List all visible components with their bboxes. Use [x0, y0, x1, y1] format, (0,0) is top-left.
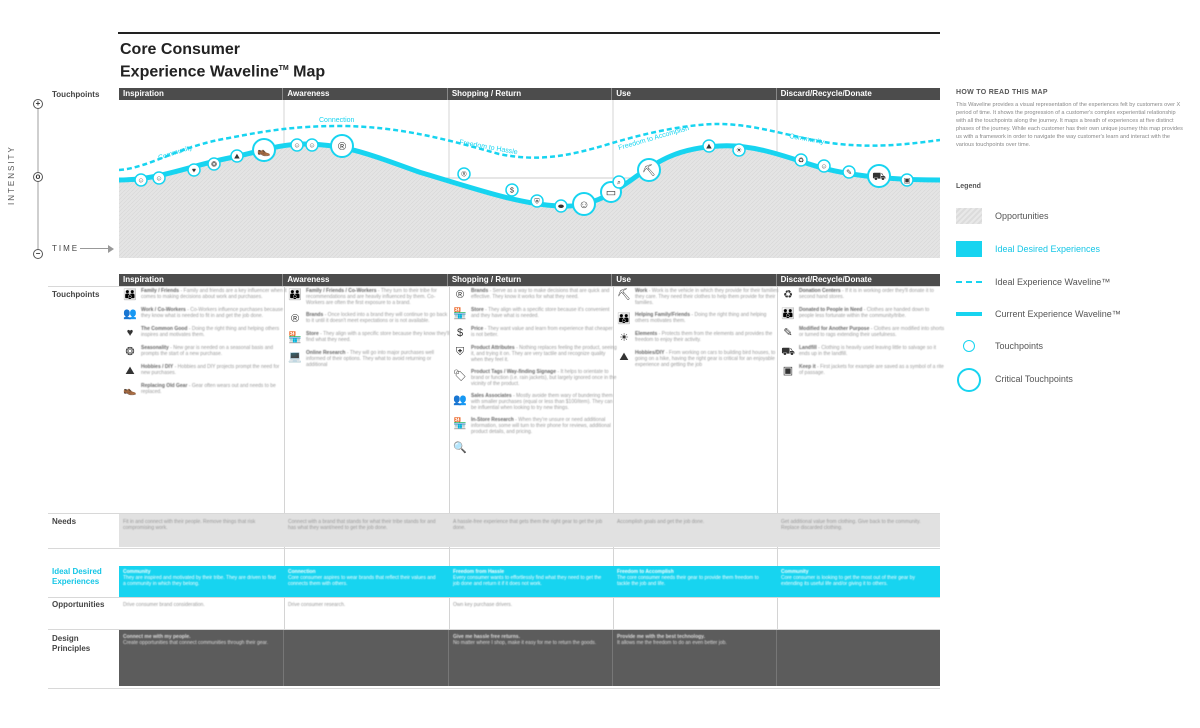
axis-zero-marker: o [33, 172, 43, 182]
ideal-band [119, 566, 940, 597]
touchpoint-name: In-Store Research [471, 417, 514, 423]
heart-hands-icon: ♥ [126, 327, 134, 339]
touchpoint-item [123, 345, 287, 358]
touchpoint-text: - Doing the right thing and helping others motivates them. [635, 312, 767, 324]
touchpoint-name: Sales Associates [471, 393, 512, 399]
wave-label-community-2: Community [788, 133, 825, 147]
heart-icon: ♥ [191, 167, 197, 175]
touchpoint-description [471, 288, 617, 300]
price-icon: $ [510, 187, 514, 195]
donation-icon: ☺ [820, 163, 828, 171]
touchpoint-column [781, 288, 945, 383]
people-icon: 👪 [288, 289, 302, 301]
touchpoint-description [799, 345, 945, 357]
hobbies-icon: ⛰ [234, 153, 240, 161]
touchpoint-description [306, 331, 452, 343]
opportunity-cell: Drive consumer research. [288, 602, 346, 608]
row-label-touchpoints-top: Touchpoints [52, 90, 100, 99]
ideal-cell: Community They are inspired and motivated by their tribe. They are driven to find a community in which they belong. [123, 569, 276, 587]
touchpoint-column [453, 288, 617, 460]
touchpoint-name: Seasonality [141, 345, 169, 351]
legend-ideal-waveline: Ideal Experience Waveline™ [956, 272, 1110, 292]
touchpoint-name: Replacing Old Gear [141, 383, 188, 389]
row-label-opportunities: Opportunities [52, 600, 105, 609]
time-arrow-icon [108, 245, 114, 253]
legend-swatch-solid-line [956, 306, 982, 322]
coworkers-icon: 👥 [123, 308, 137, 320]
touchpoint-text: - New gear is needed on a seasonal basis and prompts the start of a new purchase. [141, 345, 274, 357]
opportunity-cell: Drive consumer brand consideration. [123, 602, 205, 608]
touchpoint-name: Store [471, 307, 484, 313]
touchpoint-text: - They align with a specific store because they know they'll find what they need. [306, 331, 450, 343]
legend-touchpoints: Touchpoints [956, 336, 1043, 356]
pickaxe-icon: ⛏ [642, 165, 656, 177]
touchpoint-name: Family / Friends / Co-Workers [306, 288, 377, 294]
ideal-cell: Freedom from Hassle Every consumer wants to effortlessly find what they need to get the job done and return it if it does not work. [453, 569, 602, 587]
touchpoint-description [306, 288, 452, 306]
touchpoint-item [288, 331, 452, 344]
hobbies-icon: ⛰ [125, 365, 135, 377]
touchpoint-name: Hobbies/DIY [635, 350, 665, 356]
brands-icon: ® [290, 313, 300, 325]
wave-label-community: Community [157, 144, 194, 162]
touchpoint-item [617, 350, 781, 368]
column-divider [283, 630, 284, 686]
touchpoint-item [288, 288, 452, 306]
ideal-cell: Community Core consumer is looking to get the most out of their gear by extending its useful life and/or giving it to others. [781, 569, 915, 587]
phase-header: Shopping / Return [448, 88, 612, 100]
wave-label-connection: Connection [319, 117, 355, 124]
hobbies-icon: ⛰ [619, 351, 629, 363]
touchpoint-item [288, 312, 452, 325]
touchpoint-column [288, 288, 452, 374]
row-label-design: Design Principles [52, 634, 91, 653]
touchpoint-name: Donated to People in Need [799, 307, 863, 313]
touchpoint-description [799, 288, 945, 300]
row-label-touchpoints: Touchpoints [52, 290, 100, 299]
touchpoint-description [799, 326, 945, 338]
touchpoint-text: - It helps to orientate to brand or function (i.e. rain jackets), but largely ignored once in the vicinity of the product. [471, 369, 617, 387]
shoe-icon: 👞 [257, 145, 271, 157]
touchpoint-description [141, 345, 287, 357]
legend-swatch-small-circle [956, 338, 982, 354]
legend-swatch-dashed-line [956, 274, 982, 290]
touchpoint-text: - Family and friends are a key influencer when it comes to making decisions about work and purchases. [141, 288, 287, 300]
needs-cell: Accomplish goals and get the job done. [617, 519, 705, 525]
touchpoint-description [141, 364, 287, 376]
legend-swatch-opportunities [956, 208, 982, 224]
landfill-icon: ▣ [903, 177, 911, 185]
column-divider [612, 630, 613, 686]
people-icon: 👪 [123, 289, 137, 301]
touchpoint-item [453, 441, 617, 454]
touchpoint-text: - Co-Workers influence purchases because they know what is needed to fit in and get the job done. [141, 307, 284, 319]
touchpoint-item [781, 345, 945, 358]
row-divider [48, 688, 940, 689]
magnifier-icon: 🔍 [453, 442, 467, 454]
touchpoint-name: Store [306, 331, 319, 337]
row-divider [48, 597, 940, 598]
phase-header: Discard/Recycle/Donate [780, 275, 872, 284]
magnifier-icon: ⌕ [617, 179, 621, 187]
ideal-cell: Connection Core consumer aspires to wear brands that reflect their values and connects them with others. [288, 569, 436, 587]
legend-swatch-large-circle [956, 371, 982, 387]
touchpoint-description [635, 312, 781, 324]
online-research-icon: 💻 [288, 351, 302, 363]
touchpoint-description [635, 331, 781, 343]
touchpoint-item [781, 326, 945, 339]
touchpoint-text: - Work is the vehicle in which they provide for their families they care. They need their clothes to help them provide for their families. [635, 288, 779, 306]
brands-icon: ® [337, 141, 347, 153]
touchpoint-text: - Clothing is heavily used leaving little to salvage so it ends up in the landfill. [799, 345, 937, 357]
touchpoint-text: - When they're unsure or need additional information, some will turn to their phone for reviews, additional product details, and pricing. [471, 417, 611, 435]
hobbies-icon: ⛰ [706, 143, 712, 151]
touchpoint-text: - First jackets for example are saved as a symbol of a rite of passage. [799, 364, 944, 376]
phase-header: Awareness [283, 88, 447, 100]
phase-bar-top [119, 88, 940, 100]
design-cell: Connect me with my people. Create opportunities that connect communities through their gear. [123, 634, 269, 646]
touchpoint-item [453, 307, 617, 320]
product-icon: ⛨ [534, 198, 540, 206]
touchpoint-text: - Nothing replaces feeling the product, seeing it, and trying it on. They are very tactile and recognize quality when they feel it. [471, 345, 617, 363]
touchpoint-name: The Common Good [141, 326, 188, 332]
time-axis-line [80, 248, 110, 249]
brands-icon: ® [455, 289, 465, 301]
legend-title: Legend [956, 183, 981, 190]
store-icon: 🏪 [288, 332, 302, 344]
pickaxe-icon: ⛏ [617, 289, 631, 301]
touchpoint-description [471, 393, 617, 411]
phase-header: Awareness [283, 274, 447, 286]
product-attributes-icon: ⛨ [455, 346, 465, 358]
legend-swatch-ideal [956, 241, 982, 257]
touchpoint-text: - From working on cars to building bird houses, to going on a hike, having the right gear is critical for an enjoyable experience and getting the job [635, 350, 776, 368]
touchpoint-item [123, 326, 287, 339]
touchpoint-item [123, 383, 287, 396]
touchpoint-text: - Mostly avoide them wary of bundering them with smaller purchases (equal or less than $100/item). They can be influential when looking to try new things. [471, 393, 613, 411]
needs-cell: Get additional value from clothing. Give back to the community. Replace discarded clothing. [781, 519, 921, 531]
touchpoint-text: - Doing the right thing and helping others inspires and motivates them. [141, 326, 280, 338]
touchpoint-item [453, 326, 617, 339]
wave-label-freedom-accomplish: Freedom to Accomplish [617, 125, 690, 152]
design-principles-band [119, 630, 940, 686]
row-divider [48, 548, 940, 549]
touchpoint-name: Helping Family/Friends [635, 312, 691, 318]
elements-icon: ☀ [619, 332, 629, 344]
tag-icon: 🏷 [453, 370, 467, 382]
map-title [120, 40, 325, 81]
legend-critical-touchpoints: Critical Touchpoints [956, 369, 1073, 389]
needs-cell: Fit in and connect with their people. Remove things that risk compromising work. [123, 519, 256, 531]
intensity-label: INTENSITY [7, 145, 16, 205]
people-icon: ☺ [155, 175, 163, 183]
touchpoint-name: Product Tags / Way-finding Signage [471, 369, 557, 375]
landfill-icon: ⛟ [781, 346, 795, 358]
seasonality-icon: ❂ [125, 346, 135, 358]
touchpoint-name: Work [635, 288, 648, 294]
touchpoint-item [617, 288, 781, 306]
phase-header: Use [612, 88, 776, 100]
modify-icon: ✎ [783, 327, 793, 339]
row-label-ideal: Ideal Desired Experiences [52, 567, 102, 586]
needs-cell: A hassle-free experience that gets them the right gear to get the job done. [453, 519, 603, 531]
legend-opportunities: Opportunities [956, 206, 1049, 226]
touchpoint-description [141, 383, 287, 395]
touchpoint-item [781, 307, 945, 320]
phase-header: Shopping / Return [448, 274, 612, 286]
store-icon: 🏪 [453, 308, 467, 320]
touchpoint-text: - Protects them from the elements and provides the freedom to enjoy their activity. [635, 331, 773, 343]
axis-minus-marker: − [33, 249, 43, 259]
touchpoint-item [288, 350, 452, 368]
helping-icon: 👪 [617, 313, 631, 325]
column-divider [776, 630, 777, 686]
touchpoint-text: - Serve as a way to make decisions that are quick and effective. They know it works for what they need. [471, 288, 610, 300]
instore-research-icon: 🏪 [453, 418, 467, 430]
touchpoint-description [471, 417, 617, 435]
touchpoint-text: - They want value and learn from experience that cheaper is not better. [471, 326, 613, 338]
touchpoint-name: Brands [306, 312, 324, 318]
touchpoint-name: Online Research [306, 350, 346, 356]
touchpoint-item [453, 288, 617, 301]
touchpoint-description [141, 326, 287, 338]
people-icon: ♻ [797, 157, 805, 165]
touchpoint-text: - Clothes are modified into shorts or turned to rags extending their usefulness. [799, 326, 945, 338]
touchpoint-description [799, 364, 945, 376]
touchpoint-column [617, 288, 781, 374]
needs-cell: Connect with a brand that stands for what their tribe stands for and has what they want/need to get the job done. [288, 519, 436, 531]
touchpoint-text: - They will go into major purchases well informed of their options. They what to avoid returning or additional [306, 350, 435, 368]
touchpoint-name: Brands [471, 288, 489, 294]
row-divider [48, 286, 940, 287]
phase-header: Inspiration [119, 88, 283, 100]
touchpoint-description [471, 345, 617, 363]
store-icon: ▭ [605, 187, 617, 199]
sales-associates-icon: ☺ [578, 199, 590, 211]
touchpoint-item [781, 364, 945, 377]
touchpoint-name: Price [471, 326, 484, 332]
touchpoint-item [453, 369, 617, 387]
touchpoint-name: Hobbies / DIY [141, 364, 174, 370]
opportunity-cell: Own key purchase drivers. [453, 602, 513, 608]
touchpoint-name: Donation Centers [799, 288, 841, 294]
tag-icon: ⬬ [558, 203, 564, 211]
touchpoint-item [453, 393, 617, 411]
touchpoint-item [453, 345, 617, 363]
touchpoint-text: - If it is in working order they'll donate it to second hand stores. [799, 288, 934, 300]
shoe-icon: 👞 [123, 384, 137, 396]
touchpoint-description [141, 307, 287, 319]
donate-people-icon: 👪 [781, 308, 795, 320]
touchpoint-item [617, 331, 781, 344]
seasonality-icon: ❂ [211, 161, 217, 169]
touchpoint-item [123, 307, 287, 320]
legend-current-waveline: Current Experience Waveline™ [956, 304, 1121, 324]
keep-icon: ▣ [782, 365, 794, 377]
touchpoint-item [781, 288, 945, 301]
touchpoint-description [635, 288, 781, 306]
wave-label-freedom-hassle: Freedom to Hassle [458, 139, 519, 157]
axis-plus-marker: + [33, 99, 43, 109]
touchpoint-item [617, 312, 781, 325]
touchpoint-name: Elements [635, 331, 658, 337]
design-cell: Provide me with the best technology. It allows me the freedom to do an even better job. [617, 634, 727, 646]
touchpoint-description [306, 312, 452, 324]
touchpoint-item [123, 364, 287, 377]
phase-header: Inspiration [119, 274, 283, 286]
phase-header: Use [612, 274, 776, 286]
touchpoint-column [123, 288, 287, 402]
phase-header: Discard/Recycle/Donate [780, 89, 872, 98]
touchpoint-name: Family / Friends [141, 288, 180, 294]
touchpoint-text: - Gear often wears out and needs to be replaced. [141, 383, 276, 395]
donation-icon: ♻ [783, 289, 793, 301]
touchpoint-description [799, 307, 945, 319]
price-icon: $ [456, 327, 464, 339]
touchpoint-name: Work / Co-Workers [141, 307, 186, 313]
touchpoint-text: - Hobbies and DIY projects prompt the need for new purchases. [141, 364, 280, 376]
needs-band [119, 514, 940, 547]
waveline-chart [119, 100, 940, 258]
people-icon: ✎ [846, 169, 852, 177]
touchpoint-text: - They align with a specific store because it's convenient and they have what is needed. [471, 307, 610, 319]
time-label: TIME [52, 244, 80, 253]
title-rule [118, 32, 940, 34]
touchpoint-text: - They turn to their tribe for recommendations and are heavily influenced by them. Co-Workers are often the first exposure to a brand. [306, 288, 437, 306]
touchpoint-description [471, 307, 617, 319]
touchpoint-text: - Once locked into a brand they will continue to go back to it until it doesn't meet expectations or is not available. [306, 312, 448, 324]
people-icon: ☺ [308, 142, 316, 150]
sales-associates-icon: 👥 [453, 394, 467, 406]
column-divider [448, 630, 449, 686]
touchpoint-description [141, 288, 287, 300]
people-icon: ☺ [137, 177, 145, 185]
how-to-read-heading: HOW TO READ THIS MAP [956, 89, 1048, 96]
touchpoint-description [306, 350, 452, 368]
touchpoint-description [471, 326, 617, 338]
touchpoint-item [123, 288, 287, 301]
touchpoint-name: Keep it [799, 364, 816, 370]
title-line-1: Core Consumer [120, 41, 241, 58]
modify-icon: ⛟ [872, 171, 886, 183]
touchpoint-name: Product Attributes [471, 345, 515, 351]
touchpoint-name: Landfill [799, 345, 817, 351]
legend-ideal-experiences: Ideal Desired Experiences [956, 239, 1100, 259]
touchpoint-text: - Clothes are handed down to people less fortunate within the community/tribe. [799, 307, 930, 319]
brands-icon: ® [461, 171, 467, 179]
title-line-2: Experience Waveline™ Map [120, 63, 326, 81]
people-icon: ☺ [293, 142, 301, 150]
touchpoint-description [635, 350, 781, 368]
design-cell: Give me hassle free returns. No matter where I shop, make it easy for me to return the goods. [453, 634, 597, 646]
row-label-needs: Needs [52, 517, 77, 526]
elements-icon: ☀ [735, 147, 743, 155]
how-to-read-body: This Waveline provides a visual representation of the experiences felt by customers over X period of time. It shows the progression of a customer's complex experiential relationship with all the touchpoints along the journey. It maps a breath of experiences at five distinct phases of the journey. While each customer has their own unique journey this map provides us with a framework in order to navigate the way customer's learn and interact with the various touchpoints over time. [956, 102, 1183, 148]
ideal-cell: Freedom to Accomplish The core consumer needs their gear to provide them freedom to tackle the job and life. [617, 569, 759, 587]
touchpoint-name: Modified for Another Purpose [799, 326, 870, 332]
touchpoint-item [453, 417, 617, 435]
phase-bar-bottom [119, 274, 940, 286]
touchpoint-description [471, 369, 617, 387]
